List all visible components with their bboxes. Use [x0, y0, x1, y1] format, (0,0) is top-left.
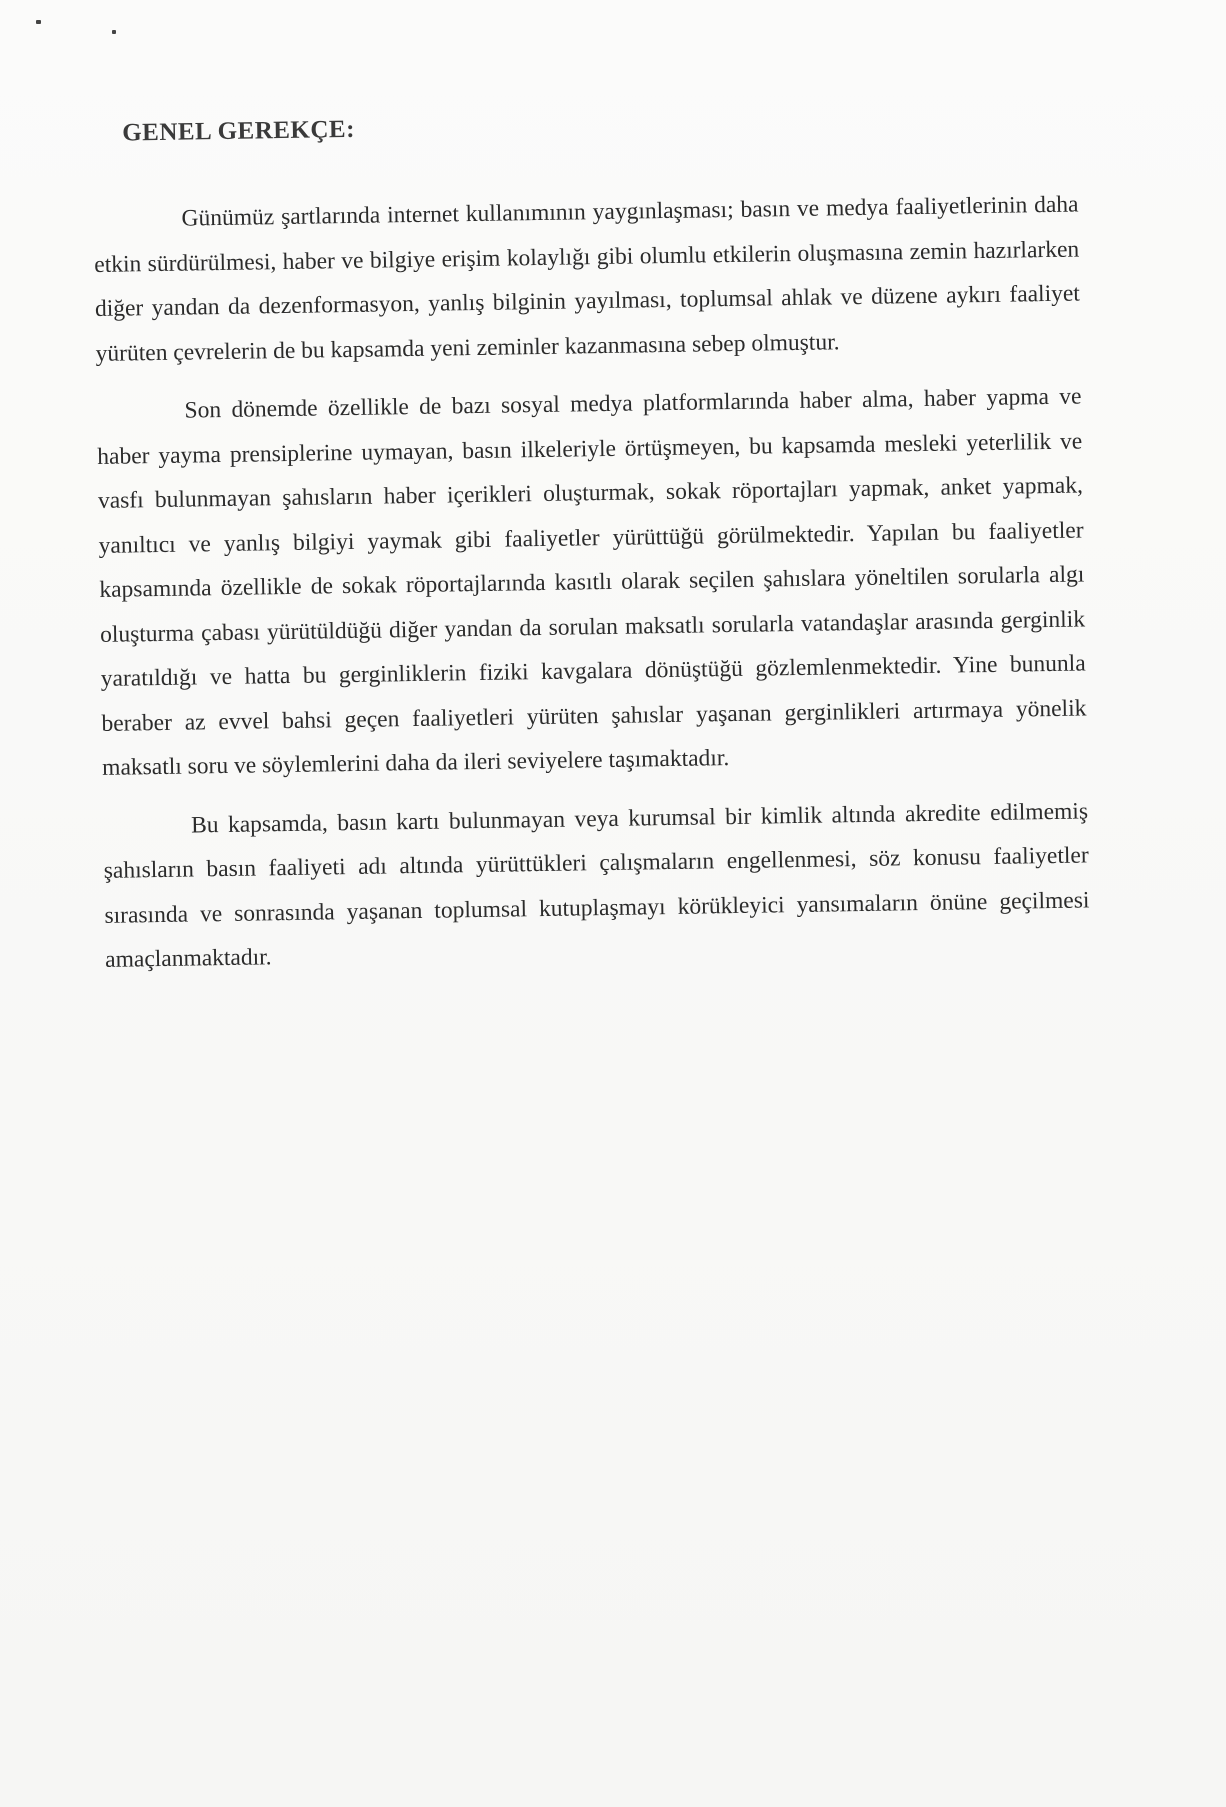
document-heading: GENEL GEREKÇE: [121, 115, 356, 147]
paragraph-2: Son dönemde özellikle de bazı sosyal medya platformlarında haber alma, haber yapma ve haber yayma prensiplerine uymayan, basın ilkeleriyle örtüşmeyen, bu kapsamda mesleki yeterlilik ve vasfı bulunmayan şahısların haber içerikleri oluşturmak, sokak röportajları yapmak, anket yapmak, yanıltıcı ve yanlış bilgiyi yaymak gibi faaliyetler yürüttüğü görülmektedir. Yapılan bu faaliyetler kapsamında özellikle de sokak röportajlarında kasıtlı olarak seçilen şahıslara yöneltilen sorularla algı oluşturma çabası yürütüldüğü diğer yandan da sorulan maksatlı sorularla vatandaşlar arasında gerginlik yaratıldığı ve hatta bu gerginliklerin fiziki kavgalara dönüştüğü gözlemlenmektedir. Yine bununla beraber az evvel bahsi geçen faaliyetleri yürüten şahıslar yaşanan gerginlikleri artırmaya yönelik maksatlı soru ve söylemlerini daha da ileri seviyelere taşımaktadır. [97, 383, 1087, 781]
document-body [92, 105, 1091, 997]
scan-speck [36, 20, 41, 24]
scan-speck [112, 30, 116, 34]
paragraph-3: Bu kapsamda, basın kartı bulunmayan veya kurumsal bir kimlik altında akredite edilmemiş şahısların basın faaliyeti adı altında yürüttükleri çalışmaların engellenmesi, söz konusu faaliyetler sırasında ve sonrasında yaşanan toplumsal kutuplaşmayı körükleyici yansımaların önüne geçilmesi amaçlanmaktadır. [103, 797, 1090, 973]
paragraph-1: Günümüz şartlarında internet kullanımının yaygınlaşması; basın ve medya faaliyetlerinin daha etkin sürdürülmesi, haber ve bilgiye erişim kolaylığı gibi olumlu etkilerin oluşmasına zemin hazırlarken diğer yandan da dezenformasyon, yanlış bilginin yayılması, toplumsal ahlak ve düzene aykırı faaliyet yürüten çevrelerin de bu kapsamda yeni zeminler kazanmasına sebep olmuştur. [94, 191, 1081, 367]
